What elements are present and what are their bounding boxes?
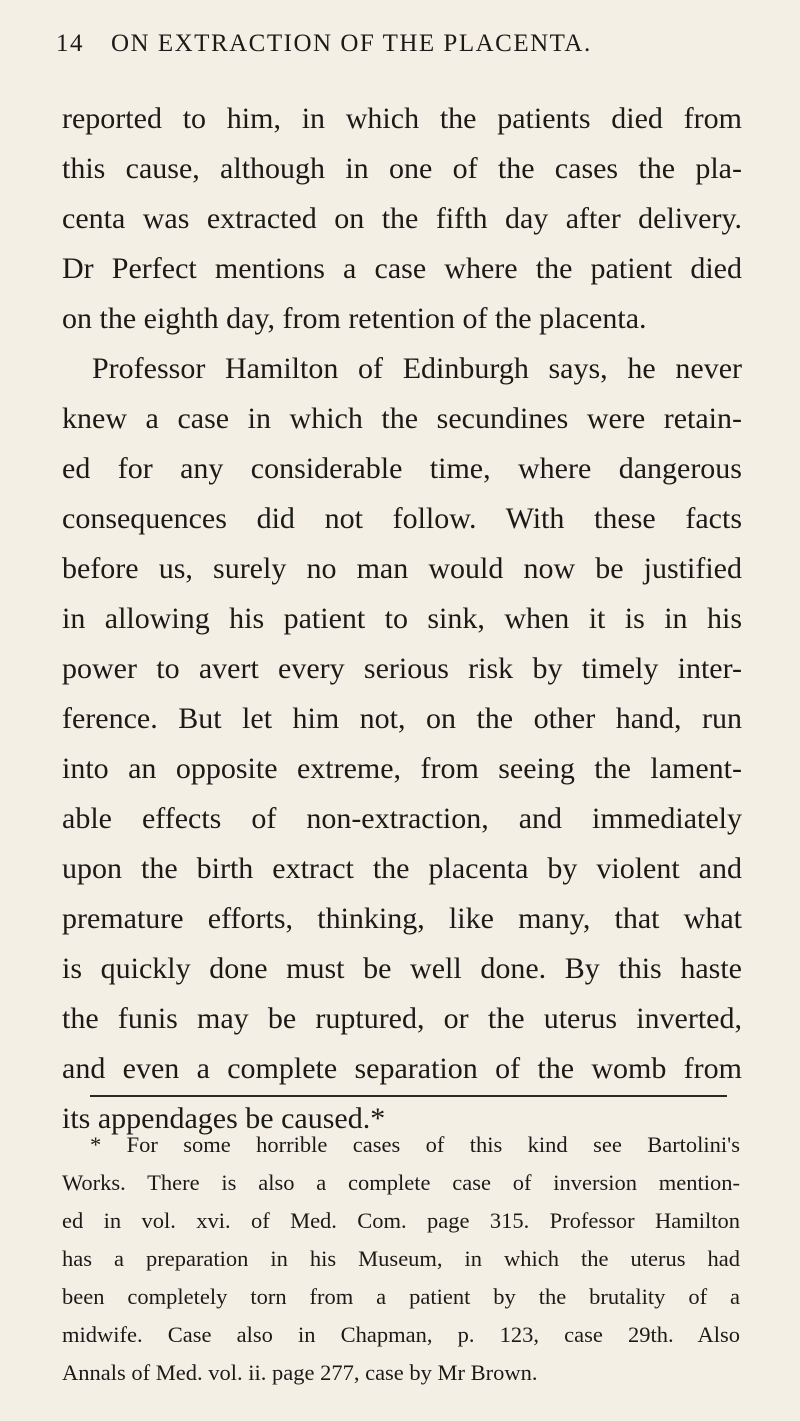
text-line: ference. But let him not, on the other hand, run bbox=[62, 702, 742, 735]
text-line: is quickly done must be well done. By this haste bbox=[62, 952, 742, 985]
footnote-line: been completely torn from a patient by the brutality of a bbox=[62, 1284, 740, 1309]
text-line: in allowing his patient to sink, when it is in his bbox=[62, 602, 742, 635]
text-line: on the eighth day, from retention of the placenta. bbox=[62, 302, 647, 335]
text-line: power to avert every serious risk by timely inter- bbox=[62, 652, 742, 685]
page-number: 14 bbox=[56, 30, 84, 57]
footnote-line: midwife. Case also in Chapman, p. 123, case 29th. Also bbox=[62, 1322, 740, 1347]
footnote-line: Annals of Med. vol. ii. page 277, case by Mr Brown. bbox=[62, 1360, 538, 1385]
text-line: upon the birth extract the placenta by violent and bbox=[62, 852, 742, 885]
text-line: and even a complete separation of the womb from bbox=[62, 1052, 742, 1085]
footnote-divider bbox=[90, 1095, 727, 1097]
text-line: knew a case in which the secundines were retain- bbox=[62, 402, 742, 435]
text-line: able effects of non-extraction, and immediately bbox=[62, 802, 742, 835]
running-title: ON EXTRACTION OF THE PLACENTA. bbox=[111, 30, 592, 57]
text-line: ed for any considerable time, where dangerous bbox=[62, 452, 742, 485]
footnote-line: has a preparation in his Museum, in which the uterus had bbox=[62, 1246, 740, 1271]
running-head bbox=[56, 30, 736, 64]
text-line: consequences did not follow. With these facts bbox=[62, 502, 742, 535]
text-line: this cause, although in one of the cases the pla- bbox=[62, 152, 742, 185]
footnote-line: Works. There is also a complete case of inversion mention- bbox=[62, 1170, 740, 1195]
body-paragraphs bbox=[62, 94, 742, 1144]
text-line: the funis may be ruptured, or the uterus inverted, bbox=[62, 1002, 742, 1035]
text-line: Dr Perfect mentions a case where the patient died bbox=[62, 252, 742, 285]
footnote bbox=[62, 1126, 740, 1392]
text-line: Professor Hamilton of Edinburgh says, he never bbox=[92, 352, 742, 385]
text-line: before us, surely no man would now be justified bbox=[62, 552, 742, 585]
text-line: premature efforts, thinking, like many, that what bbox=[62, 902, 742, 935]
text-line: reported to him, in which the patients died from bbox=[62, 102, 742, 135]
footnote-line: ed in vol. xvi. of Med. Com. page 315. Professor Hamilton bbox=[62, 1208, 740, 1233]
text-line: centa was extracted on the fifth day after delivery. bbox=[62, 202, 742, 235]
footnote-line: * For some horrible cases of this kind see Bartolini's bbox=[90, 1132, 740, 1157]
text-line: its appendages be caused.* bbox=[62, 1102, 386, 1135]
text-line: into an opposite extreme, from seeing the lament- bbox=[62, 752, 742, 785]
